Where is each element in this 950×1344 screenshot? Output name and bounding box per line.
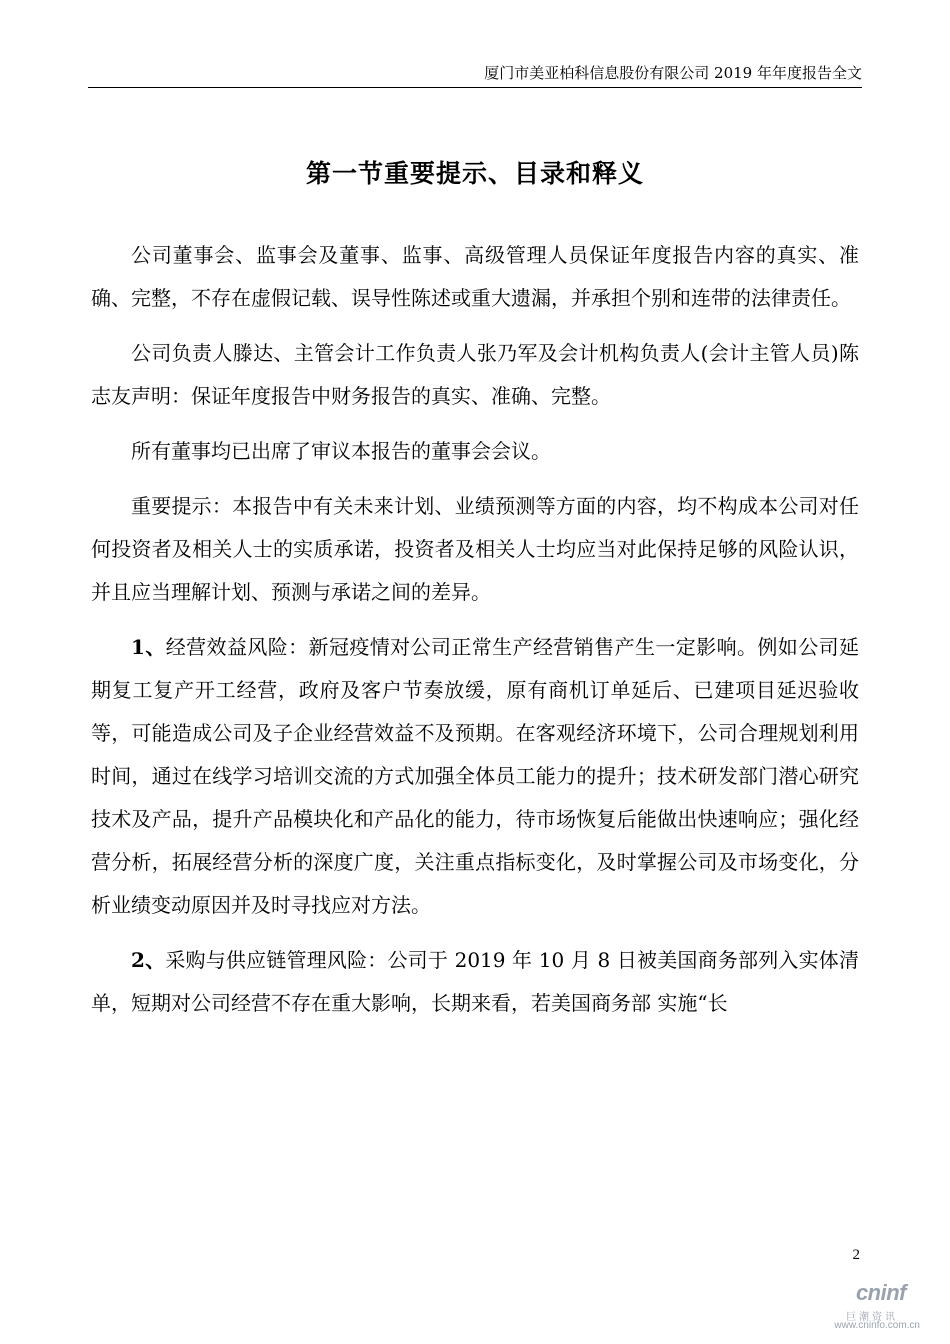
logo-chinese-text: 巨潮资讯 xyxy=(846,1312,898,1323)
cninfo-watermark-logo xyxy=(802,1276,922,1336)
document-body xyxy=(91,234,859,1037)
risk-2-text: 采购与供应链管理风险：公司于 2019 年 10 月 8 日被美国商务部列入实体清单，短期对公司经营不存在重大影响，长期来看，若美国商务部 实施“长 xyxy=(91,948,859,1015)
risk-2-number: 2、 xyxy=(131,948,166,972)
running-header: 厦门市美亚柏科信息股份有限公司 2019 年年度报告全文 xyxy=(88,60,862,88)
paragraph-risk-1 xyxy=(91,626,859,927)
paragraph-important-notice: 重要提示：本报告中有关未来计划、业绩预测等方面的内容，均不构成本公司对任何投资者及相关人士的实质承诺，投资者及相关人士均应当对此保持足够的风险认识，并且应当理解计划、预测与承诺之间的差异。 xyxy=(91,494,859,604)
paragraph-responsible-persons: 公司负责人滕达、主管会计工作负责人张乃军及会计机构负责人(会计主管人员)陈志友声明：保证年度报告中财务报告的真实、准确、完整。 xyxy=(91,341,859,408)
paragraph-board-guarantee: 公司董事会、监事会及董事、监事、高级管理人员保证年度报告内容的真实、准确、完整，不存在虚假记载、误导性陈述或重大遗漏，并承担个别和连带的法律责任。 xyxy=(91,243,859,310)
logo-brand-text: cninf xyxy=(855,1280,906,1305)
risk-1-text: 经营效益风险：新冠疫情对公司正常生产经营销售产生一定影响。例如公司延期复工复产开工经营，政府及客户节奏放缓，原有商机订单延后、已建项目延迟验收等，可能造成公司及子企业经营效益不及预期。在客观经济环境下，公司合理规划利用时间，通过在线学习培训交流的方式加强全体员工能力的提升；技术研发部门潜心研究技术及产品，提升产品模块化和产品化的能力，待市场恢复后能做出快速响应；强化经营分析，拓展经营分析的深度广度，关注重点指标变化，及时掌握公司及市场变化，分析业绩变动原因并及时寻找应对方法。 xyxy=(91,635,860,917)
paragraph-risk-2 xyxy=(91,939,859,1025)
paragraph-directors-attendance: 所有董事均已出席了审议本报告的董事会会议。 xyxy=(131,439,551,463)
section-title: 第一节重要提示、目录和释义 xyxy=(305,159,644,188)
risk-1-number: 1、 xyxy=(131,635,166,659)
page-number: 2 xyxy=(852,1247,860,1263)
logo-url-text: www.cninfo.com.cn xyxy=(834,1320,920,1331)
